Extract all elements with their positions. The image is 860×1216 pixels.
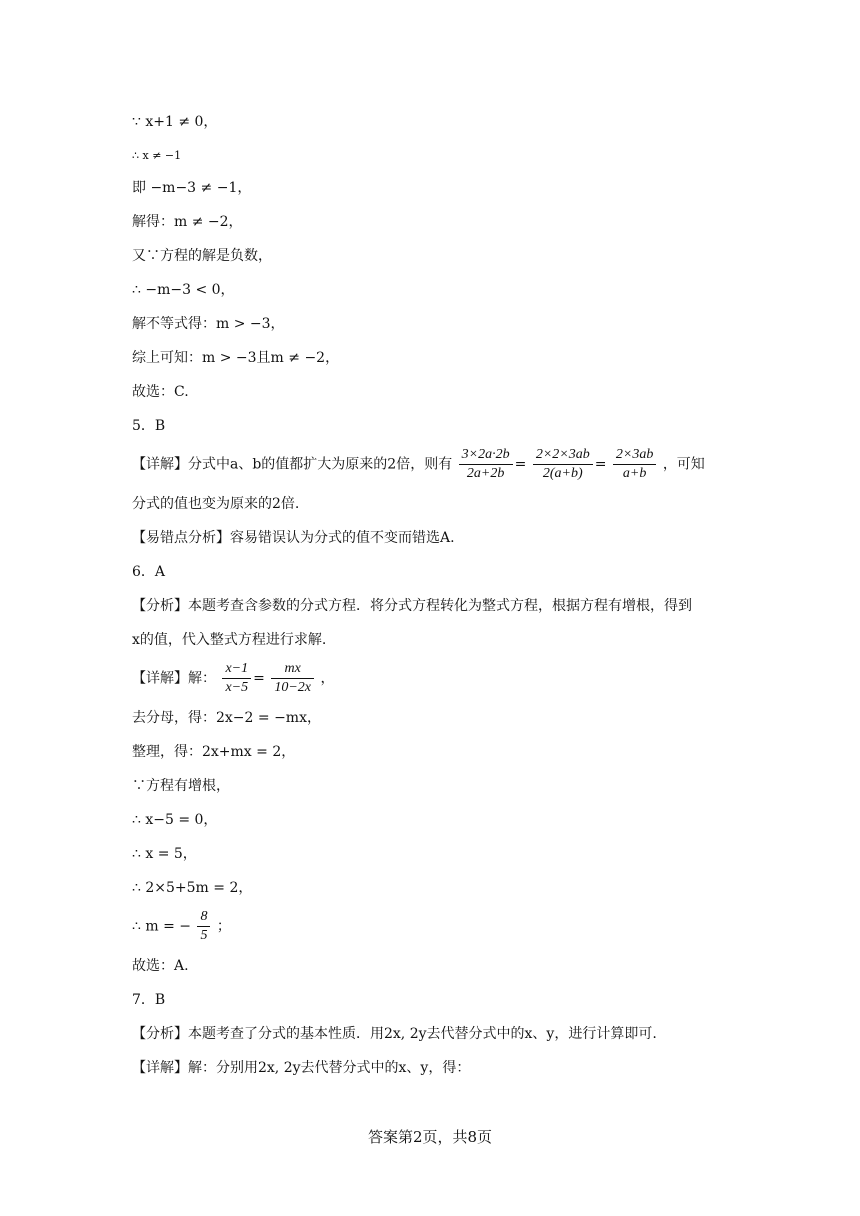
fraction: $\frac{x-1}{x-5}$ (222, 660, 251, 697)
solution-line: 解得：m ≠ −2， (132, 214, 243, 230)
fraction: $\frac{mx}{10-2x}$ (271, 660, 314, 697)
solution-line: ∵方程有增根， (132, 778, 230, 794)
fraction: $\frac{8}{5}$ (197, 908, 210, 945)
error-analysis: 【易错点分析】容易错误认为分式的值不变而错选A. (132, 530, 455, 546)
analysis-line: 【分析】本题考查含参数的分式方程．将分式方程转化为整式方程，根据方程有增根，得到 (132, 598, 692, 614)
solution-line: 解不等式得：m > −3， (132, 316, 285, 332)
fraction: $\frac{2\times 2\times 3ab}{2(a+b)}$ (533, 446, 593, 483)
question-number: 5．B (132, 418, 166, 434)
solution-line: 故选：C. (132, 384, 189, 400)
solution-line: ∴ m = − $\frac{8}{5}$ ； (132, 909, 231, 943)
solution-line: 又∵方程的解是负数， (132, 248, 272, 264)
analysis-line: 【分析】本题考查了分式的基本性质．用2x, 2y去代替分式中的x、y，进行计算即可. (132, 1026, 657, 1042)
fraction: $\frac{2\times 3ab}{a+b}$ (613, 446, 656, 483)
fraction: $\frac{3\times 2a\cdot 2b}{2a+2b}$ (459, 446, 513, 483)
solution-line: 【详解】分式中a、b的值都扩大为原来的2倍，则有 $\frac{3\times 2a\cdot 2b}{2a+2b}$ = $\frac{2\times 2\times 3ab}{2(a+b)}$ = $\frac{2\times 3ab}{a+b}$ ，可知 (132, 447, 705, 481)
solution-line: 故选：A. (132, 958, 189, 974)
solution-line: 分式的值也变为原来的2倍. (132, 496, 300, 512)
question-number: 7．B (132, 992, 166, 1008)
solution-line: 即 −m−3 ≠ −1， (132, 180, 252, 196)
solution-line: 【详解】解： $\frac{x-1}{x-5}$ = $\frac{mx}{10-2x}$ ， (132, 661, 335, 695)
solution-line: ∴ x ≠ −1 (132, 149, 182, 162)
solution-line: ∵ x+1 ≠ 0， (132, 114, 218, 130)
solution-line: 整理，得：2x+mx = 2， (132, 744, 296, 760)
solution-line: ∴ x = 5， (132, 846, 197, 862)
solution-line: 综上可知：m > −3且m ≠ −2， (132, 350, 340, 366)
analysis-line: x的值，代入整式方程进行求解. (132, 632, 327, 648)
question-number: 6．A (132, 564, 166, 580)
solution-line: ∴ 2×5+5m = 2， (132, 880, 253, 896)
solution-line: ∴ x−5 = 0， (132, 812, 218, 828)
solution-line: 去分母，得：2x−2 = −mx， (132, 710, 321, 726)
solution-line: 【详解】解：分别用2x, 2y去代替分式中的x、y，得： (132, 1060, 471, 1076)
page-footer: 答案第2页，共8页 (367, 1128, 493, 1146)
solution-line: ∴ −m−3 < 0， (132, 282, 235, 298)
